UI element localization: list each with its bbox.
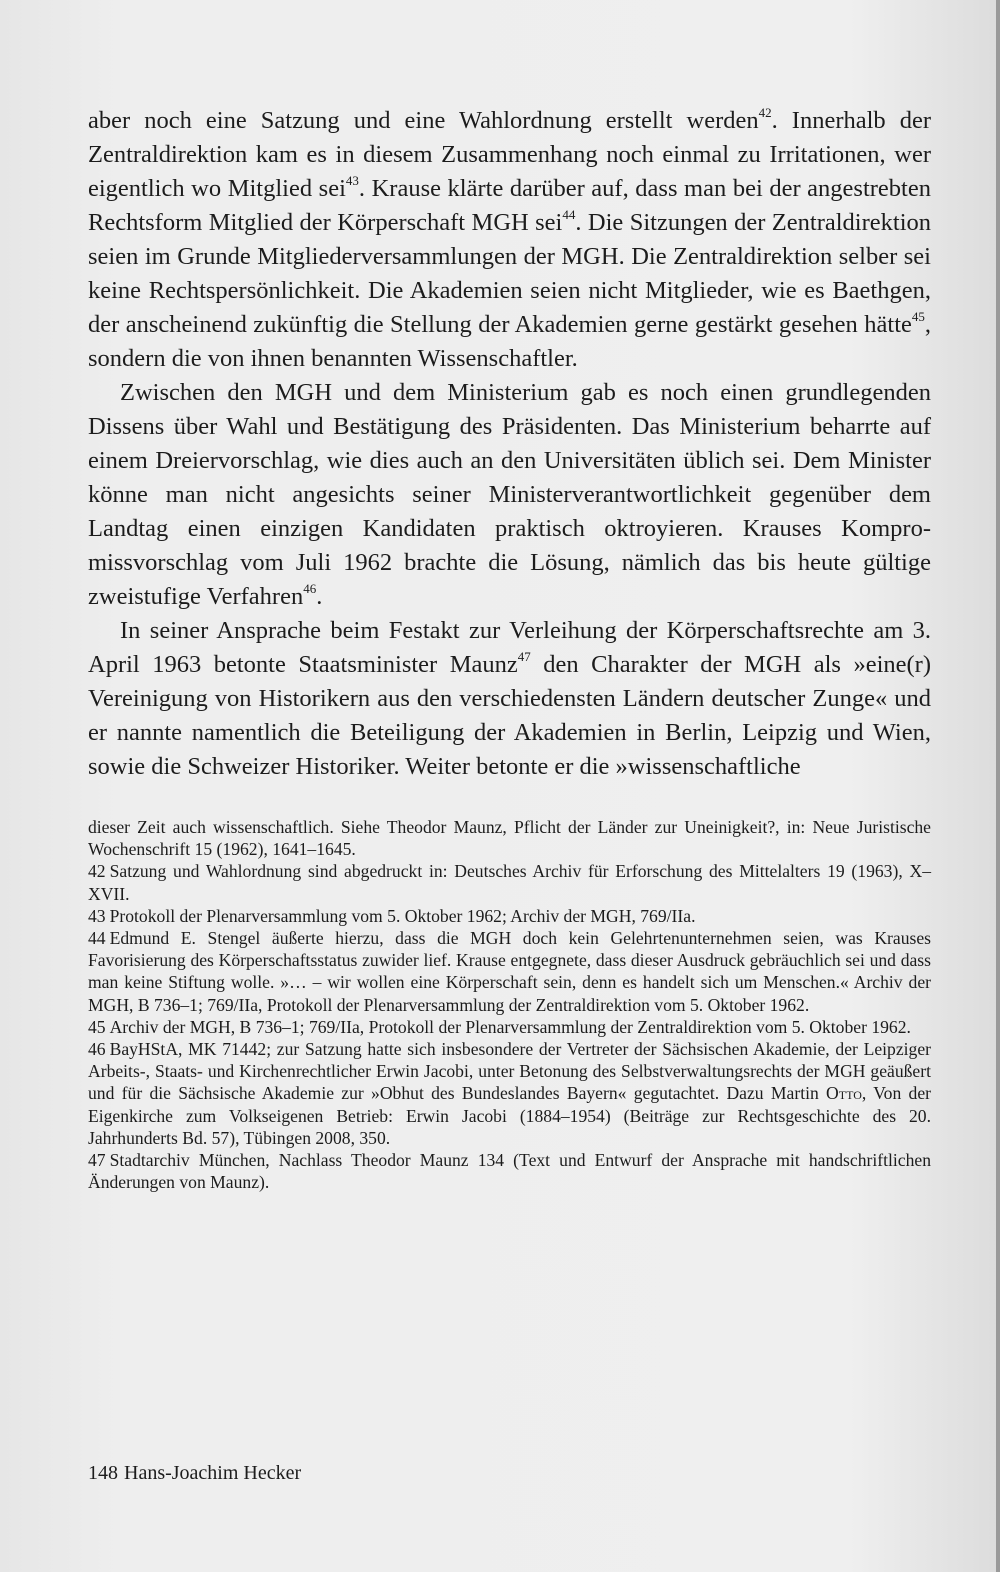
text-run: . Krause klärte darüber auf, dass man bei der angestrebten Rechtsform Mitglied der Körperschaft MGH sei [88,175,931,236]
text-run: In seiner Ansprache beim Festakt zur Verleihung der Körperschaftsrechte am 3. April 1963 betonte Staatsminister Maunz [88,617,931,678]
text-run: . Innerhalb der Zentraldirektion kam es in diesem Zusammenhang noch einmal zu Irritationen, wer eigentlich wo Mitglied sei [88,107,932,202]
footnote-text: Satzung und Wahlordnung sind abgedruckt in: Deutsches Archiv für Erforschung des Mittelalters 19 (1963), X–XVII. [88,861,931,904]
running-author: Hans-Joachim Hecker [124,1462,302,1484]
footnote-ref-42[interactable]: 42 [758,104,772,120]
footnote-ref-44[interactable]: 44 [562,206,576,222]
text-run: , sondern die von ihnen benannten Wissenschaftler. [88,311,931,372]
footnote-text: BayHStA, MK 71442; zur Satzung hatte sich insbesondere der Vertreter der Sächsischen Akademie, der Leipziger Arbeits-, Staats- und Kirchenrechtlicher Erwin Jacobi, unter Betonung des Selbstverwaltungsrechts der MGH geäußert und für die Sächsische Akademie zur »Obhut des Bundeslandes Bayern« gegutachtet. Dazu Martin [88,1039,931,1104]
text-run: . [316,583,323,610]
footnote-ref-47[interactable]: 47 [517,648,531,664]
footnote-text: Protokoll der Plenarversammlung vom 5. Oktober 1962; Archiv der MGH, 769/IIa. [109,905,696,926]
paragraph-1 [88,104,931,376]
footnote-ref-45[interactable]: 45 [911,308,925,324]
footnote-text: Stadtarchiv München, Nachlass Theodor Maunz 134 (Text und Entwurf der Ansprache mit handschriftlichen Änderungen von Maunz). [88,1150,931,1193]
footnotes [88,816,931,1193]
text-run: den Charakter der MGH als »eine(r) Vereinigung von Historikern aus den verschiedensten Ländern deutscher Zunge« und er nannte namentlich die Beteiligung der Akademien in Berlin, Leipzig und Wien, sowie die Schweizer Historiker. Weiter betonte er die »wissenschaftliche [88,651,931,780]
footnote-number: 47 [88,1150,106,1171]
footnote-46 [88,1038,931,1149]
footnote-number: 46 [88,1039,106,1060]
footnote-42 [88,860,931,904]
footnote-ref-46[interactable]: 46 [303,580,317,596]
footnote-number: 43 [88,905,106,926]
text-run: . Die Sitzungen der Zentraldirektion seien im Grunde Mitgliederversammlungen der MGH. Die Zentraldirektion selber sei keine Rechtspersönlichkeit. Die Akademien seien nicht Mitglieder, wie es Baethgen, der anscheinend zukünftig die Stellung der Akademien gerne gestärkt gesehen hätte [88,209,932,338]
footnote-45 [88,1016,931,1038]
paragraph-2 [88,376,931,614]
footnote-number: 45 [88,1016,106,1037]
page-footer [88,1461,301,1485]
footnote-continuation: dieser Zeit auch wissenschaftlich. Siehe Theodor Maunz, Pflicht der Länder zur Uneinigkeit?, in: Neue Juristische Wochenschrift 15 (1962), 1641–1645. [88,817,931,860]
footnote-text: Edmund E. Stengel äußerte hierzu, dass die MGH doch kein Gelehrtenunternehmen seien, was Krauses Favorisierung des Körperschaftsstatus zuwider lief. Krause entgegnete, dass dieser Ausdruck gebräuchlich sei und dass man keine Stiftung wolle. »… – wir wollen eine Körperschaft sein, denn es handelt sich um Menschen.« Archiv der MGH, B 736–1; 769/IIa, Protokoll der Plenarversammlung der Zentraldirektion vom 5. Oktober 1962. [88,928,931,1015]
footnote-number: 44 [88,928,106,949]
footnote-43 [88,905,931,927]
text-run: aber noch eine Satzung und eine Wahlordnung erstellt werden [88,107,759,134]
footnote-author: Otto [826,1083,862,1104]
paragraph-3 [88,614,931,784]
footnote-44 [88,927,931,1016]
page-edge-shadow [996,0,1000,1572]
footnote-text: , Von der Eigenkirche zum Volkseigenen Betrieb: Erwin Jacobi (1884–1954) (Beiträge zur Rechtsgeschichte des 20. Jahrhunderts Bd. 57), Tübingen 2008, 350. [88,1083,932,1148]
footnote-ref-43[interactable]: 43 [345,172,359,188]
text-run: Zwischen den MGH und dem Ministerium gab es noch einen grundlegenden Dissens über Wahl und Bestätigung des Präsidenten. Das Ministerium beharrte auf einem Dreiervorschlag, wie dies auch an den Universitäten üblich sei. Dem Minister könne man nicht angesichts seiner Ministerverantwortlichkeit gegenüber dem Landtag einen einzigen Kandidaten praktisch oktroyieren. Krauses Kompromissvorschlag vom Juli 1962 brachte die Lösung, nämlich das bis heute gültige zweistufige Verfahren [88,379,931,610]
page-number: 148 [88,1462,118,1484]
footnote-47 [88,1149,931,1193]
footnote-number: 42 [88,861,106,882]
footnote-text: Archiv der MGH, B 736–1; 769/IIa, Protokoll der Plenarversammlung der Zentraldirektion vom 5. Oktober 1962. [109,1016,911,1037]
main-text [88,104,931,784]
